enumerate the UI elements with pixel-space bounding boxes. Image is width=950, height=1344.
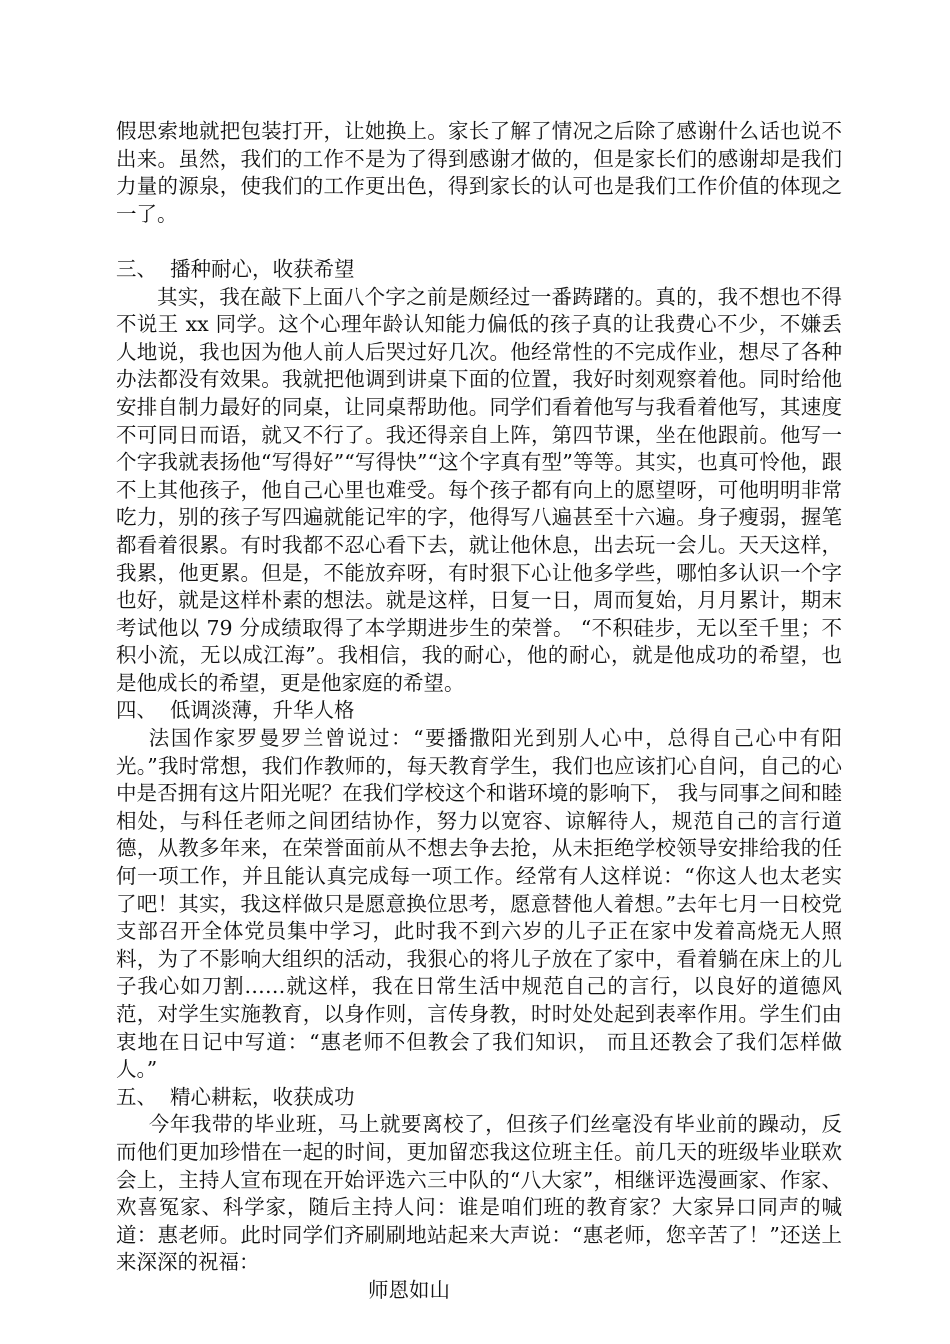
poem-title: 师恩如山: [368, 1277, 450, 1302]
section-heading-4: 四、 低调淡薄，升华人格: [116, 698, 355, 723]
paragraph-section-3: 其实，我在敲下上面八个字之前是颇经过一番踌躇的。真的，我不想也不得不说王 xx 同学。这个心理年龄认知能力偏低的孩子真的让我费心不少，不嫌丢人地说，我也因为他人前人后哭过好几次。他经常性的不完成作业，想尽了各种办法都没有效果。我就把他调到讲桌下面的位置，我好时刻观察着他。同时给他安排自制力最好的同桌，让同桌帮助他。同学们看着他写与我看着他写，其速度不可同日而语，就又不行了。我还得亲自上阵，第四节课，坐在他跟前。他写一个字我就表扬他“写得好”“写得快”“这个字真有型”等等。其实，也真可怜他，跟不上其他孩子，他自己心里也难受。每个孩子都有向上的愿望呀，可他明明非常吃力，别的孩子写四遍就能记牢的字，他得写八遍甚至十六遍。身子瘦弱，握笔都看着很累。有时我都不忍心看下去，就让他休息，出去玩一会儿。天天这样，我累，他更累。但是，不能放弃呀，有时狠下心让他多学些，哪怕多认识一个字也好，就是这样朴素的想法。就是这样，日复一日，周而复始，月月累计，期末考试他以 79 分成绩取得了本学期进步生的荣誉。 “不积硅步，无以至千里；不积小流，无以成江海”。我相信，我的耐心，他的耐心，就是他成功的希望，也是他成长的希望，更是他家庭的希望。: [116, 284, 842, 695]
paragraph-section-5: 今年我带的毕业班，马上就要离校了，但孩子们丝毫没有毕业前的躁动，反而他们更加珍惜在一起的时间，更加留恋我这位班主任。前几天的班级毕业联欢会上，主持人宣布现在开始评选六三中队的“八大家”，相继评选漫画家、作家、欢喜冤家、科学家，随后主持人问：谁是咱们班的教育家？大家异口同声的喊道：惠老师。此时同学们齐刷刷地站起来大声说：“惠老师，您辛苦了！”还送上来深深的祝福：: [116, 1112, 842, 1275]
paragraph-intro: 假思索地就把包装打开，让她换上。家长了解了情况之后除了感谢什么话也说不出来。虽然，我们的工作不是为了得到感谢才做的，但是家长们的感谢却是我们力量的源泉，使我们的工作更出色，得到家长的认可也是我们工作价值的体现之一了。: [116, 119, 842, 226]
section-heading-3: 三、 播种耐心，收获希望: [116, 256, 355, 281]
paragraph-section-4: 法国作家罗曼罗兰曾说过：“要播撒阳光到别人心中，总得自己心中有阳光。”我时常想，我们作教师的，每天教育学生，我们也应该扪心自问，自己的心中是否拥有这片阳光呢？在我们学校这个和谐环境的影响下， 我与同事之间和睦相处，与科任老师之间团结协作，努力以宽容、谅解待人，规范自己的言行道德，从教多年来，在荣誉面前从不想去争去抢，从未拒绝学校领导安排给我的任何一项工作，并且能认真完成每一项工作。经常有人这样说：“你这人也太老实了吧！其实，我这样做只是愿意换位思考，愿意替他人着想。”去年七月一日校党支部召开全体党员集中学习，此时我不到六岁的儿子正在家中发着高烧无人照料，为了不影响大组织的活动，我狠心的将儿子放在了家中，看着躺在床上的儿子我心如刀割……就这样，我在日常生活中规范自己的言行，以良好的道德风范，对学生实施教育，以身作则，言传身教，时时处处起到表率作用。学生们由衷地在日记中写道：“惠老师不但教会了我们知识， 而且还教会了我们怎样做人。”: [116, 726, 842, 1082]
paragraph-gap: [116, 228, 842, 256]
section-heading-5: 五、 精心耕耘，收获成功: [116, 1084, 355, 1109]
document-body: [116, 118, 842, 1305]
